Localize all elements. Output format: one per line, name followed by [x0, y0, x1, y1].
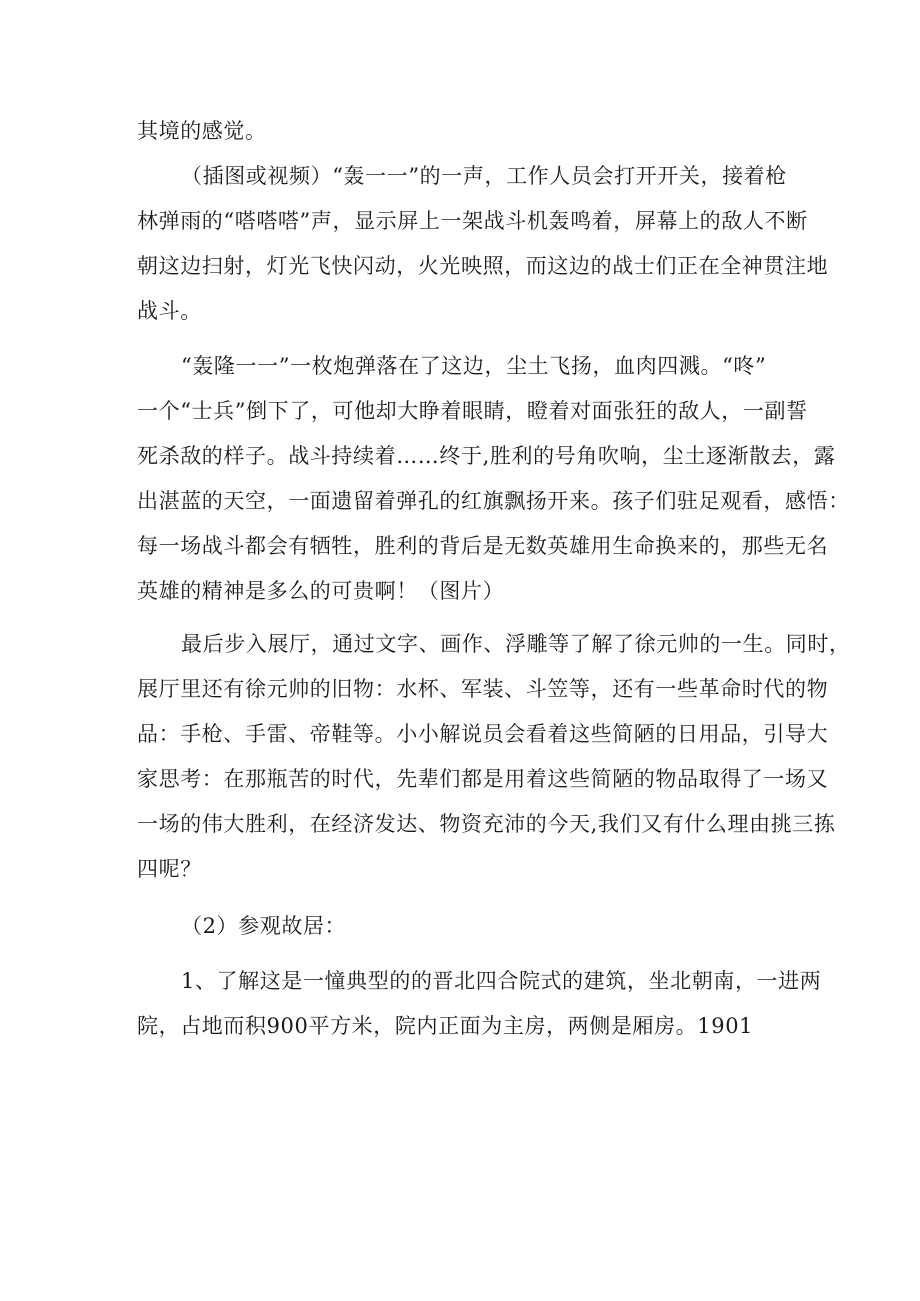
text-line: 出湛蓝的天空，一面遗留着弹孔的红旗飘扬开来。孩子们驻足观看，感悟： — [137, 489, 850, 513]
text-line: 林弹雨的“嗒嗒嗒”声，显示屏上一架战斗机轰鸣着，屏幕上的敌人不断 — [137, 209, 808, 233]
text-line: 家思考：在那瓶苦的时代，先辈们都是用着这些简陋的物品取得了一场又 — [137, 767, 829, 791]
text-line: 死杀敌的样子。战斗持续着……终于,胜利的号角吹响，尘土逐渐散去，露 — [137, 444, 836, 468]
text-line: 品：手枪、手雷、帝鞋等。小小解说员会看着这些简陋的日用品，引导大 — [137, 722, 829, 746]
text-line: 每一场战斗都会有牺牲，胜利的背后是无数英雄用生命换来的，那些无名 — [137, 534, 829, 558]
text-line: 其境的感觉。 — [137, 119, 267, 143]
paragraph-start: 1、了解这是一憧典型的的晋北四合院式的建筑，坐北朝南，一进两 — [181, 969, 822, 993]
text-line: 一个“士兵”倒下了，可他却大睁着眼睛，瞪着对面张狂的敌人，一副誓 — [137, 399, 808, 423]
text-line: 院，占地而积900平方米，院内正面为主房，两侧是厢房。1901 — [137, 1014, 754, 1038]
paragraph-start: “轰隆一一”一枚炮弹落在了这边，尘土飞扬，血肉四溅。“咚” — [181, 354, 767, 378]
text-line: 战斗。 — [137, 299, 202, 323]
paragraph-start: （插图或视频）“轰一一”的一声，工作人员会打开开关，接着枪 — [181, 164, 787, 188]
text-line: 一场的伟大胜利，在经济发达、物资充沛的今天,我们又有什么理由挑三拣 — [137, 812, 836, 836]
text-line: 四呢？ — [137, 857, 202, 881]
text-line: 朝这边扫射，灯光飞快闪动，火光映照，而这边的战士们正在全神贯注地 — [137, 254, 829, 278]
text-line: 英雄的精神是多么的可贵啊！（图片） — [137, 579, 505, 603]
section-heading: （2）参观故居： — [181, 914, 347, 938]
paragraph-start: 最后步入展厅，通过文字、画作、浮雕等了解了徐元帅的一生。同时， — [181, 632, 851, 656]
text-line: 展厅里还有徐元帅的旧物：水杯、军装、斗笠等，还有一些革命时代的物 — [137, 677, 829, 701]
